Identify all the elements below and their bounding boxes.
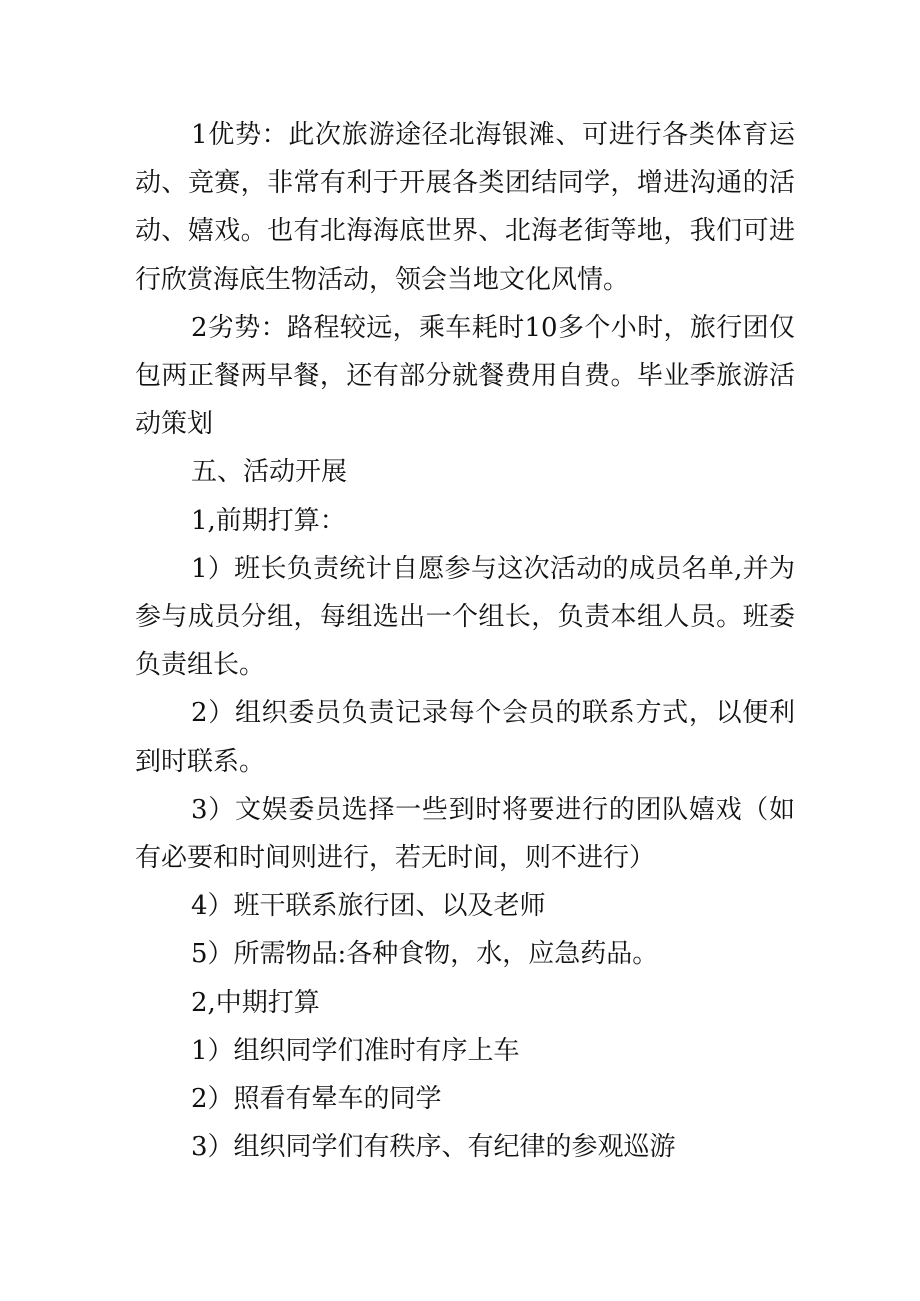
document-body	[135, 111, 795, 1171]
list-item-mid-2: 2）照看有晕车的同学	[191, 1084, 442, 1115]
list-item-early-1: 1）班长负责统计自愿参与这次活动的成员名单,并为参与成员分组，每组选出一个组长，负责本组人员。班委负责组长。	[135, 553, 795, 681]
list-item-mid-3: 3）组织同学们有秩序、有纪律的参观巡游	[191, 1132, 676, 1163]
list-item-mid-1: 1）组织同学们准时有序上车	[191, 1035, 520, 1066]
list-item-early-2: 2）组织委员负责记录每个会员的联系方式，以便利到时联系。	[135, 698, 795, 777]
list-item-early-5: 5）所需物品:各种食物，水，应急药品。	[191, 939, 659, 970]
section-heading-activity: 五、活动开展	[191, 457, 348, 488]
paragraph-advantage: 1优势：此次旅游途径北海银滩、可进行各类体育运动、竞赛，非常有利于开展各类团结同学，增进沟通的活动、嬉戏。也有北海海底世界、北海老街等地，我们可进行欣赏海底生物活动，领会当地文化风情。	[135, 120, 795, 295]
subheading-early-plan: 1,前期打算：	[191, 505, 346, 536]
paragraph-disadvantage: 2劣势：路程较远，乘车耗时10多个小时，旅行团仅包两正餐两早餐，还有部分就餐费用自费。毕业季旅游活动策划	[135, 312, 795, 440]
list-item-early-4: 4）班干联系旅行团、以及老师	[191, 891, 546, 922]
list-item-early-3: 3）文娱委员选择一些到时将要进行的团队嬉戏（如有必要和时间则进行，若无时间，则不进行）	[135, 794, 795, 874]
subheading-mid-plan: 2,中期打算	[191, 987, 320, 1018]
